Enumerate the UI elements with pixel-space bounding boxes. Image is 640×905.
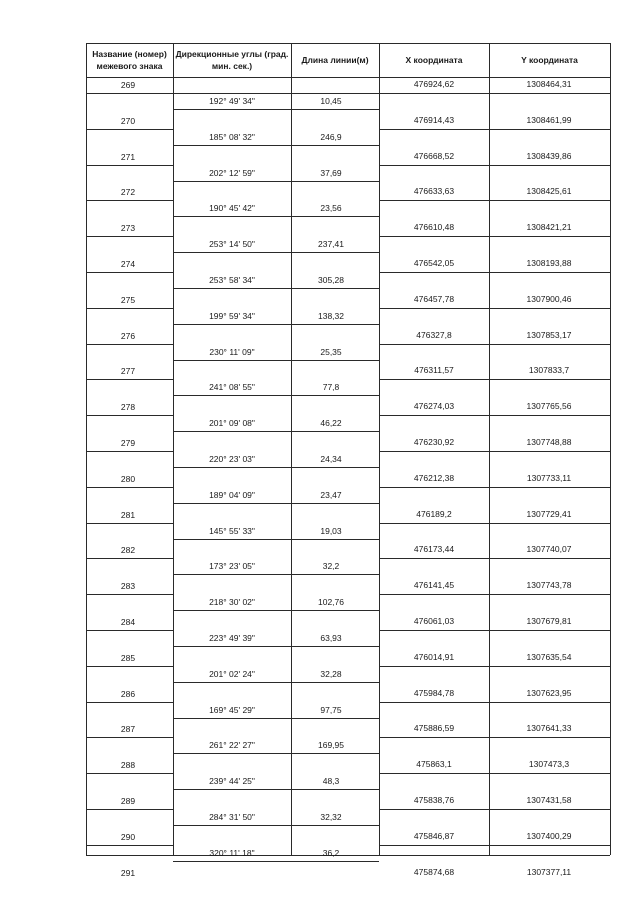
x-coordinate-value: 476327,8 (416, 329, 452, 340)
point-name: 274 (120, 259, 136, 269)
row-underline (379, 93, 610, 94)
row-underline (173, 288, 379, 289)
y-coordinate-value: 1307635,54 (526, 651, 572, 662)
line-length-value: 36,2 (322, 847, 340, 858)
bearing-angle-value: 239° 44' 25" (209, 776, 255, 787)
y-coordinate-value: 1308464,31 (526, 79, 572, 89)
row-underline (86, 666, 173, 667)
row-underline (379, 773, 610, 774)
x-coordinate-value: 476914,43 (413, 114, 455, 125)
row-underline (173, 324, 379, 325)
y-coordinate-value: 1307729,41 (526, 508, 572, 519)
bearing-angle-value: 173° 23' 05" (209, 561, 255, 572)
point-name: 277 (120, 366, 136, 377)
line-length-value: 97,75 (320, 704, 342, 715)
row-underline (173, 753, 379, 754)
x-coordinate-value: 476924,62 (413, 79, 455, 89)
bearing-angle-value: 201° 09' 08" (209, 418, 255, 429)
header-x-coordinate: X координата (405, 55, 463, 65)
row-underline (379, 737, 610, 738)
row-underline (173, 861, 379, 862)
header-y-coordinate: Y координата (521, 55, 578, 65)
line-length-value: 102,76 (318, 597, 344, 608)
y-coordinate-value: 1307740,07 (526, 544, 572, 555)
row-underline (379, 415, 610, 416)
point-name: 279 (120, 438, 136, 448)
x-coordinate-value: 476189,2 (416, 508, 452, 519)
row-underline (86, 129, 173, 130)
x-coordinate-value: 475886,59 (413, 723, 455, 734)
point-name: 278 (120, 402, 136, 413)
row-underline (379, 523, 610, 524)
point-name: 283 (120, 581, 136, 592)
y-coordinate-value: 1308193,88 (526, 258, 572, 268)
y-coordinate-value: 1307765,56 (526, 401, 572, 412)
point-name: 291 (120, 867, 136, 878)
row-underline (173, 825, 379, 826)
point-name: 285 (120, 652, 136, 663)
x-coordinate-value: 476141,45 (413, 580, 455, 591)
header-bearing-angle: Дирекционные углы (град. мин. сек.) (175, 49, 289, 71)
point-name: 288 (120, 760, 136, 771)
row-underline (379, 558, 610, 559)
row-underline (379, 379, 610, 380)
table-border-top (86, 43, 610, 44)
line-length-value: 46,22 (320, 418, 342, 429)
x-coordinate-value: 476633,63 (413, 186, 455, 197)
y-coordinate-value: 1308439,86 (526, 150, 572, 161)
x-coordinate-value: 475874,68 (413, 866, 455, 877)
line-length-value: 48,3 (322, 776, 340, 787)
y-coordinate-value: 1307743,78 (526, 580, 572, 591)
line-length-value: 23,56 (320, 203, 342, 214)
line-length-value: 32,28 (320, 668, 342, 679)
row-underline (379, 809, 610, 810)
x-coordinate-value: 476610,48 (413, 222, 455, 233)
row-underline (86, 200, 173, 201)
row-underline (379, 272, 610, 273)
point-name: 289 (120, 796, 136, 806)
bearing-angle-value: 192° 49' 34" (209, 95, 255, 106)
row-underline (173, 145, 379, 146)
y-coordinate-value: 1308425,61 (526, 186, 572, 197)
table-header-line (86, 77, 610, 78)
point-name: 270 (120, 115, 136, 126)
row-underline (379, 165, 610, 166)
y-coordinate-value: 1308461,99 (526, 114, 572, 125)
row-underline (173, 181, 379, 182)
row-underline (86, 773, 173, 774)
row-underline (86, 379, 173, 380)
line-length-value: 10,45 (320, 95, 342, 106)
row-underline (173, 682, 379, 683)
x-coordinate-value: 475846,87 (413, 830, 455, 841)
line-length-value: 237,41 (318, 239, 344, 250)
row-underline (86, 272, 173, 273)
y-coordinate-value: 1307900,46 (526, 293, 572, 304)
table-column-line (173, 43, 174, 855)
x-coordinate-value: 475838,76 (413, 795, 455, 805)
y-coordinate-value: 1307473,3 (528, 759, 570, 770)
bearing-angle-value: 201° 02' 24" (209, 668, 255, 679)
y-coordinate-value: 1307431,58 (526, 795, 572, 805)
row-underline (86, 415, 173, 416)
y-coordinate-value: 1307679,81 (526, 616, 572, 626)
point-name: 287 (120, 724, 136, 735)
row-underline (86, 702, 173, 703)
row-underline (379, 594, 610, 595)
row-underline (379, 200, 610, 201)
y-coordinate-value: 1307623,95 (526, 687, 572, 698)
row-underline (173, 574, 379, 575)
bearing-angle-value: 241° 08' 55" (209, 382, 255, 393)
row-underline (86, 451, 173, 452)
line-length-value: 25,35 (320, 346, 342, 357)
row-underline (379, 308, 610, 309)
row-underline (86, 165, 173, 166)
bearing-angle-value: 169° 45' 29" (209, 704, 255, 715)
bearing-angle-value: 189° 04' 09" (209, 489, 255, 500)
point-name: 280 (120, 473, 136, 484)
table-column-line (610, 43, 611, 855)
line-length-value: 32,32 (320, 811, 342, 822)
bearing-angle-value: 220° 23' 03" (209, 453, 255, 464)
x-coordinate-value: 476014,91 (413, 651, 455, 662)
x-coordinate-value: 475863,1 (416, 759, 452, 770)
row-underline (173, 216, 379, 217)
line-length-value: 32,2 (322, 561, 340, 572)
bearing-angle-value: 223° 49' 39" (209, 632, 255, 643)
bearing-angle-value: 253° 14' 50" (209, 239, 255, 250)
row-underline (86, 558, 173, 559)
point-name: 286 (120, 688, 136, 699)
point-name: 284 (120, 617, 136, 627)
row-underline (379, 487, 610, 488)
row-underline (173, 718, 379, 719)
y-coordinate-value: 1307853,17 (526, 329, 572, 340)
line-length-value: 37,69 (320, 167, 342, 178)
y-coordinate-value: 1307641,33 (526, 723, 572, 734)
row-underline (86, 344, 173, 345)
point-name: 290 (120, 831, 136, 842)
line-length-value: 138,32 (318, 310, 344, 321)
bearing-angle-value: 320° 11' 18" (209, 847, 255, 858)
point-name: 271 (120, 151, 136, 162)
row-underline (86, 523, 173, 524)
row-underline (173, 360, 379, 361)
line-length-value: 77,8 (322, 382, 340, 393)
row-underline (86, 594, 173, 595)
point-name: 272 (120, 187, 136, 198)
point-name: 281 (120, 509, 136, 520)
x-coordinate-value: 476542,05 (413, 258, 455, 268)
y-coordinate-value: 1307833,7 (528, 365, 570, 376)
y-coordinate-value: 1307748,88 (526, 437, 572, 447)
row-underline (173, 395, 379, 396)
row-underline (379, 845, 610, 846)
line-length-value: 63,93 (320, 632, 342, 643)
y-coordinate-value: 1307733,11 (526, 472, 572, 483)
row-underline (86, 236, 173, 237)
line-length-value: 305,28 (318, 274, 344, 285)
bearing-angle-value: 230° 11' 09" (209, 346, 255, 357)
point-name: 269 (120, 80, 136, 90)
table-column-line (291, 43, 292, 855)
row-underline (86, 845, 173, 846)
row-underline (173, 539, 379, 540)
y-coordinate-value: 1307377,11 (526, 866, 572, 877)
line-length-value: 169,95 (318, 740, 344, 751)
row-underline (379, 236, 610, 237)
x-coordinate-value: 476311,57 (414, 365, 454, 376)
x-coordinate-value: 476274,03 (413, 401, 455, 412)
row-underline (173, 109, 379, 110)
header-point-name: Название (номер) межевого знака (92, 49, 167, 71)
x-coordinate-value: 476668,52 (413, 150, 455, 161)
line-length-value: 24,34 (320, 453, 342, 464)
x-coordinate-value: 475984,78 (413, 687, 455, 698)
row-underline (86, 93, 173, 94)
bearing-angle-value: 185° 08' 32" (209, 131, 255, 142)
y-coordinate-value: 1307400,29 (526, 830, 572, 841)
row-underline (86, 487, 173, 488)
line-length-value: 246,9 (320, 131, 342, 142)
point-name: 282 (120, 545, 136, 556)
row-underline (173, 467, 379, 468)
line-length-value: 19,03 (320, 525, 342, 536)
row-underline (173, 789, 379, 790)
row-underline (173, 93, 379, 94)
bearing-angle-value: 253° 58' 34" (209, 274, 255, 285)
row-underline (173, 252, 379, 253)
row-underline (379, 630, 610, 631)
row-underline (86, 809, 173, 810)
bearing-angle-value: 202° 12' 59" (209, 167, 255, 178)
x-coordinate-value: 476061,03 (413, 616, 455, 626)
row-underline (173, 431, 379, 432)
row-underline (86, 308, 173, 309)
bearing-angle-value: 199° 59' 34" (209, 310, 255, 321)
row-underline (173, 610, 379, 611)
point-name: 276 (120, 330, 136, 341)
y-coordinate-value: 1308421,21 (526, 222, 572, 233)
row-underline (173, 646, 379, 647)
bearing-angle-value: 190° 45' 42" (209, 203, 255, 214)
bearing-angle-value: 284° 31' 50" (209, 811, 255, 822)
x-coordinate-value: 476173,44 (413, 544, 455, 555)
row-underline (86, 630, 173, 631)
bearing-angle-value: 218° 30' 02" (209, 597, 255, 608)
x-coordinate-value: 476230,92 (413, 437, 455, 447)
row-underline (173, 503, 379, 504)
point-name: 275 (120, 294, 136, 305)
bearing-angle-value: 261° 22' 27" (209, 740, 255, 751)
row-underline (379, 344, 610, 345)
row-underline (379, 129, 610, 130)
x-coordinate-value: 476212,38 (413, 472, 455, 483)
row-underline (86, 737, 173, 738)
point-name: 273 (120, 223, 136, 234)
header-line-length: Длина линии(м) (301, 55, 369, 65)
row-underline (379, 666, 610, 667)
line-length-value: 23,47 (320, 489, 342, 500)
bearing-angle-value: 145° 55' 33" (209, 525, 255, 536)
row-underline (379, 451, 610, 452)
x-coordinate-value: 476457,78 (413, 293, 455, 304)
row-underline (379, 702, 610, 703)
